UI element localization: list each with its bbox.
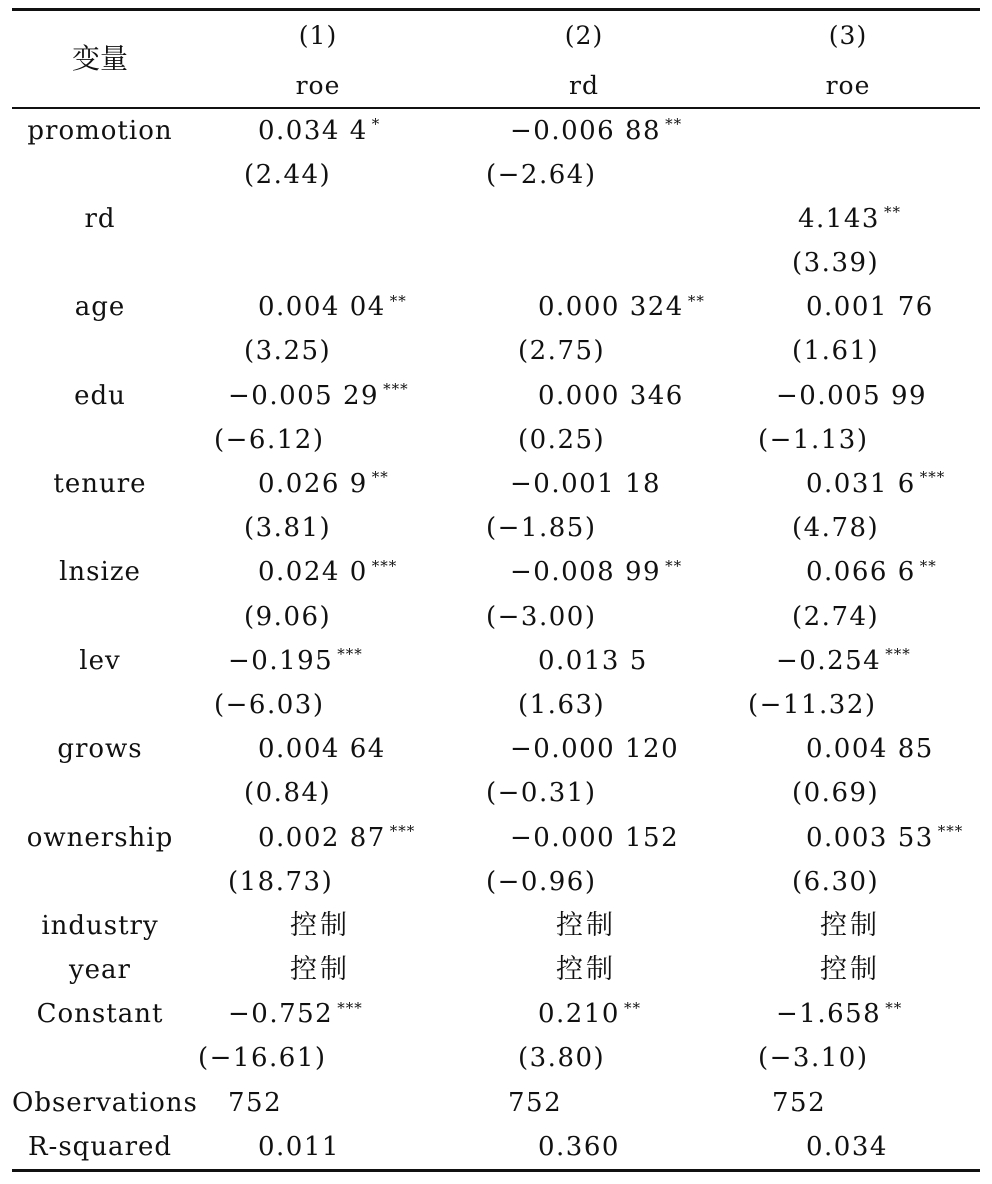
value-cell — [214, 683, 324, 727]
value-cell — [820, 904, 880, 948]
table-body — [12, 109, 980, 1170]
row-label — [12, 153, 188, 197]
row-label: edu — [74, 380, 126, 411]
cell-value: 0.002 87 — [258, 822, 386, 853]
value-cell — [228, 992, 363, 1036]
cell-value: 0.024 0 — [258, 557, 368, 588]
value-cell — [510, 727, 679, 771]
cell-value: 控制 — [290, 909, 350, 941]
significance-stars: * — [371, 114, 381, 133]
column-3-dependent: roe — [825, 71, 871, 100]
cell-value: −0.001 18 — [510, 469, 662, 499]
bottom-rule — [12, 1169, 980, 1172]
cell-value: (−16.61) — [198, 1043, 327, 1074]
cell-value: 0.013 5 — [538, 645, 648, 676]
cell-value: 0.034 4 — [258, 115, 368, 146]
value-cell — [486, 860, 596, 904]
value-cell — [244, 595, 331, 639]
row-label: Observations — [12, 1087, 198, 1118]
cell-value: (6.30) — [792, 866, 880, 897]
value-cell — [776, 374, 927, 418]
table-row — [12, 153, 980, 197]
significance-stars: ** — [665, 556, 683, 575]
value-cell — [258, 285, 407, 329]
value-cell — [510, 109, 682, 153]
value-cell — [214, 418, 324, 462]
value-cell — [792, 506, 879, 550]
significance-stars: ** — [371, 468, 389, 487]
value-cell — [806, 285, 934, 329]
cell-value: (0.69) — [792, 778, 880, 809]
value-cell — [228, 374, 409, 418]
value-cell — [806, 1125, 888, 1169]
table-row — [12, 1081, 980, 1125]
table-row — [12, 860, 980, 904]
significance-stars: *** — [383, 379, 409, 398]
value-cell — [258, 462, 389, 506]
significance-stars: *** — [389, 821, 416, 840]
row-label: ownership — [26, 822, 174, 853]
value-cell — [228, 1081, 282, 1125]
row-label — [12, 1036, 188, 1080]
cell-value: 0.034 — [806, 1131, 888, 1162]
cell-value: (−3.10) — [758, 1043, 869, 1074]
value-cell — [486, 153, 596, 197]
row-label: year — [68, 955, 131, 986]
table-row — [12, 418, 980, 462]
value-cell — [258, 550, 397, 594]
value-cell — [510, 816, 679, 860]
table-row — [12, 683, 980, 727]
value-cell — [792, 595, 879, 639]
significance-stars: ** — [919, 556, 937, 575]
row-label: tenure — [53, 469, 147, 499]
cell-value: (3.25) — [244, 336, 332, 367]
significance-stars: *** — [885, 645, 911, 664]
value-cell — [258, 816, 415, 860]
table-row — [12, 992, 980, 1036]
table-row — [12, 550, 980, 594]
row-label — [12, 595, 188, 639]
cell-value: −0.000 152 — [510, 822, 680, 853]
value-cell — [748, 683, 877, 727]
cell-value: (3.39) — [792, 248, 880, 279]
row-label — [12, 506, 188, 550]
cell-value: −0.000 120 — [510, 734, 680, 765]
cell-value: 控制 — [820, 954, 880, 986]
cell-value: (−3.00) — [486, 601, 597, 632]
value-cell — [806, 727, 934, 771]
cell-value: 0.001 76 — [806, 292, 934, 323]
cell-value: −0.008 99 — [510, 557, 662, 588]
value-cell — [244, 153, 331, 197]
significance-stars: ** — [623, 998, 641, 1017]
row-label: lev — [79, 645, 121, 676]
cell-value: (2.44) — [244, 159, 332, 190]
cell-value: (1.61) — [792, 336, 880, 367]
row-label — [12, 683, 188, 727]
value-cell — [792, 329, 879, 373]
value-cell — [798, 197, 901, 241]
table-row — [12, 241, 980, 285]
significance-stars: *** — [919, 468, 946, 487]
table-row — [12, 285, 980, 329]
cell-value: −0.752 — [228, 999, 334, 1030]
value-cell — [290, 904, 350, 948]
cell-value: 0.026 9 — [258, 469, 368, 499]
value-cell — [806, 816, 963, 860]
cell-value: −0.195 — [228, 645, 334, 676]
value-cell — [792, 771, 879, 815]
table-row — [12, 1036, 980, 1080]
value-cell — [258, 109, 380, 153]
column-3-number: (3) — [828, 21, 868, 50]
value-cell — [290, 948, 350, 992]
value-cell — [776, 639, 911, 683]
row-label: grows — [57, 734, 143, 765]
cell-value: (−1.13) — [758, 424, 869, 455]
cell-value: 0.360 — [538, 1131, 620, 1162]
column-2-dependent: rd — [569, 71, 599, 100]
value-cell — [806, 462, 945, 506]
significance-stars: *** — [337, 998, 363, 1017]
cell-value: (3.81) — [244, 513, 332, 544]
value-cell — [228, 860, 333, 904]
cell-value: (2.75) — [518, 336, 606, 367]
row-label: R-squared — [27, 1131, 173, 1162]
row-label: rd — [84, 203, 116, 234]
value-cell — [518, 683, 605, 727]
value-cell — [792, 860, 879, 904]
row-label — [12, 418, 188, 462]
value-cell — [508, 1081, 562, 1125]
value-cell — [518, 1036, 605, 1080]
value-cell — [244, 771, 331, 815]
table-row — [12, 595, 980, 639]
value-cell — [556, 948, 616, 992]
table-row — [12, 639, 980, 683]
table-row — [12, 506, 980, 550]
table-row — [12, 771, 980, 815]
cell-value: 0.004 85 — [806, 734, 934, 765]
cell-value: (−2.64) — [486, 159, 597, 190]
cell-value: (18.73) — [228, 866, 334, 897]
value-cell — [772, 1081, 826, 1125]
value-cell — [538, 992, 641, 1036]
value-cell — [538, 285, 705, 329]
significance-stars: ** — [389, 291, 407, 310]
value-cell — [244, 506, 331, 550]
cell-value: 0.000 346 — [538, 380, 684, 411]
value-cell — [820, 948, 880, 992]
table-row — [12, 948, 980, 992]
value-cell — [776, 992, 902, 1036]
cell-value: −0.254 — [776, 645, 882, 676]
cell-value: 752 — [508, 1087, 563, 1118]
value-cell — [538, 374, 684, 418]
column-2-number: (2) — [564, 21, 604, 50]
table-row — [12, 374, 980, 418]
value-cell — [518, 329, 605, 373]
value-cell — [486, 506, 596, 550]
value-cell — [538, 639, 648, 683]
table-row — [12, 816, 980, 860]
row-label — [12, 771, 188, 815]
cell-value: 0.066 6 — [806, 557, 916, 588]
cell-value: (9.06) — [244, 601, 332, 632]
significance-stars: ** — [885, 998, 903, 1017]
column-1-number: (1) — [298, 21, 338, 50]
value-cell — [510, 462, 661, 506]
cell-value: 控制 — [290, 954, 350, 986]
cell-value: (−6.03) — [214, 689, 325, 720]
cell-value: −0.006 88 — [510, 115, 662, 146]
value-cell — [556, 904, 616, 948]
cell-value: 752 — [228, 1087, 283, 1118]
value-cell — [518, 418, 605, 462]
row-label: industry — [41, 910, 159, 941]
significance-stars: ** — [665, 114, 683, 133]
cell-value: −0.005 29 — [228, 380, 380, 411]
row-label: Constant — [36, 999, 164, 1030]
row-label — [12, 329, 188, 373]
cell-value: 0.210 — [538, 999, 620, 1030]
cell-value: (−0.31) — [486, 778, 597, 809]
cell-value: 控制 — [556, 909, 616, 941]
value-cell — [244, 329, 331, 373]
significance-stars: ** — [687, 291, 705, 310]
cell-value: 4.143 — [798, 203, 880, 234]
row-label: age — [74, 292, 126, 323]
significance-stars: *** — [937, 821, 964, 840]
cell-value: (−1.85) — [486, 513, 597, 544]
value-cell — [510, 550, 682, 594]
cell-value: (3.80) — [518, 1043, 606, 1074]
table-row — [12, 904, 980, 948]
value-cell — [198, 1036, 327, 1080]
cell-value: (0.25) — [518, 424, 606, 455]
table-row — [12, 329, 980, 373]
cell-value: (−0.96) — [486, 866, 597, 897]
row-label — [12, 860, 188, 904]
variable-header: 变量 — [71, 42, 128, 75]
cell-value: 控制 — [820, 909, 880, 941]
significance-stars: *** — [337, 645, 363, 664]
row-label — [12, 241, 188, 285]
cell-value: 0.003 53 — [806, 822, 934, 853]
cell-value: −0.005 99 — [776, 380, 928, 411]
cell-value: (−6.12) — [214, 424, 325, 455]
row-label: lnsize — [59, 557, 141, 588]
value-cell — [538, 1125, 620, 1169]
value-cell — [486, 595, 596, 639]
cell-value: 控制 — [556, 954, 616, 986]
value-cell — [228, 639, 363, 683]
cell-value: 0.031 6 — [806, 469, 916, 499]
cell-value: (1.63) — [518, 689, 606, 720]
cell-value: (2.74) — [792, 601, 880, 632]
cell-value: 0.000 324 — [538, 292, 684, 323]
cell-value: (0.84) — [244, 778, 332, 809]
value-cell — [758, 418, 868, 462]
table-row — [12, 1125, 980, 1169]
value-cell — [258, 1125, 340, 1169]
cell-value: (−11.32) — [748, 689, 877, 720]
table-row — [12, 197, 980, 241]
table-row — [12, 462, 980, 506]
table-row — [12, 727, 980, 771]
cell-value: 0.004 64 — [258, 734, 386, 765]
row-label: promotion — [27, 115, 173, 146]
significance-stars: *** — [371, 556, 398, 575]
table-header — [12, 11, 980, 107]
column-1-dependent: roe — [295, 71, 341, 100]
cell-value: 0.011 — [258, 1131, 340, 1162]
table-row — [12, 109, 980, 153]
cell-value: (4.78) — [792, 513, 880, 544]
value-cell — [806, 550, 937, 594]
value-cell — [758, 1036, 868, 1080]
value-cell — [258, 727, 386, 771]
value-cell — [486, 771, 596, 815]
cell-value: −1.658 — [776, 999, 882, 1030]
value-cell — [792, 241, 879, 285]
cell-value: 752 — [772, 1087, 827, 1118]
cell-value: 0.004 04 — [258, 292, 386, 323]
significance-stars: ** — [883, 203, 901, 222]
regression-table — [12, 8, 980, 1172]
